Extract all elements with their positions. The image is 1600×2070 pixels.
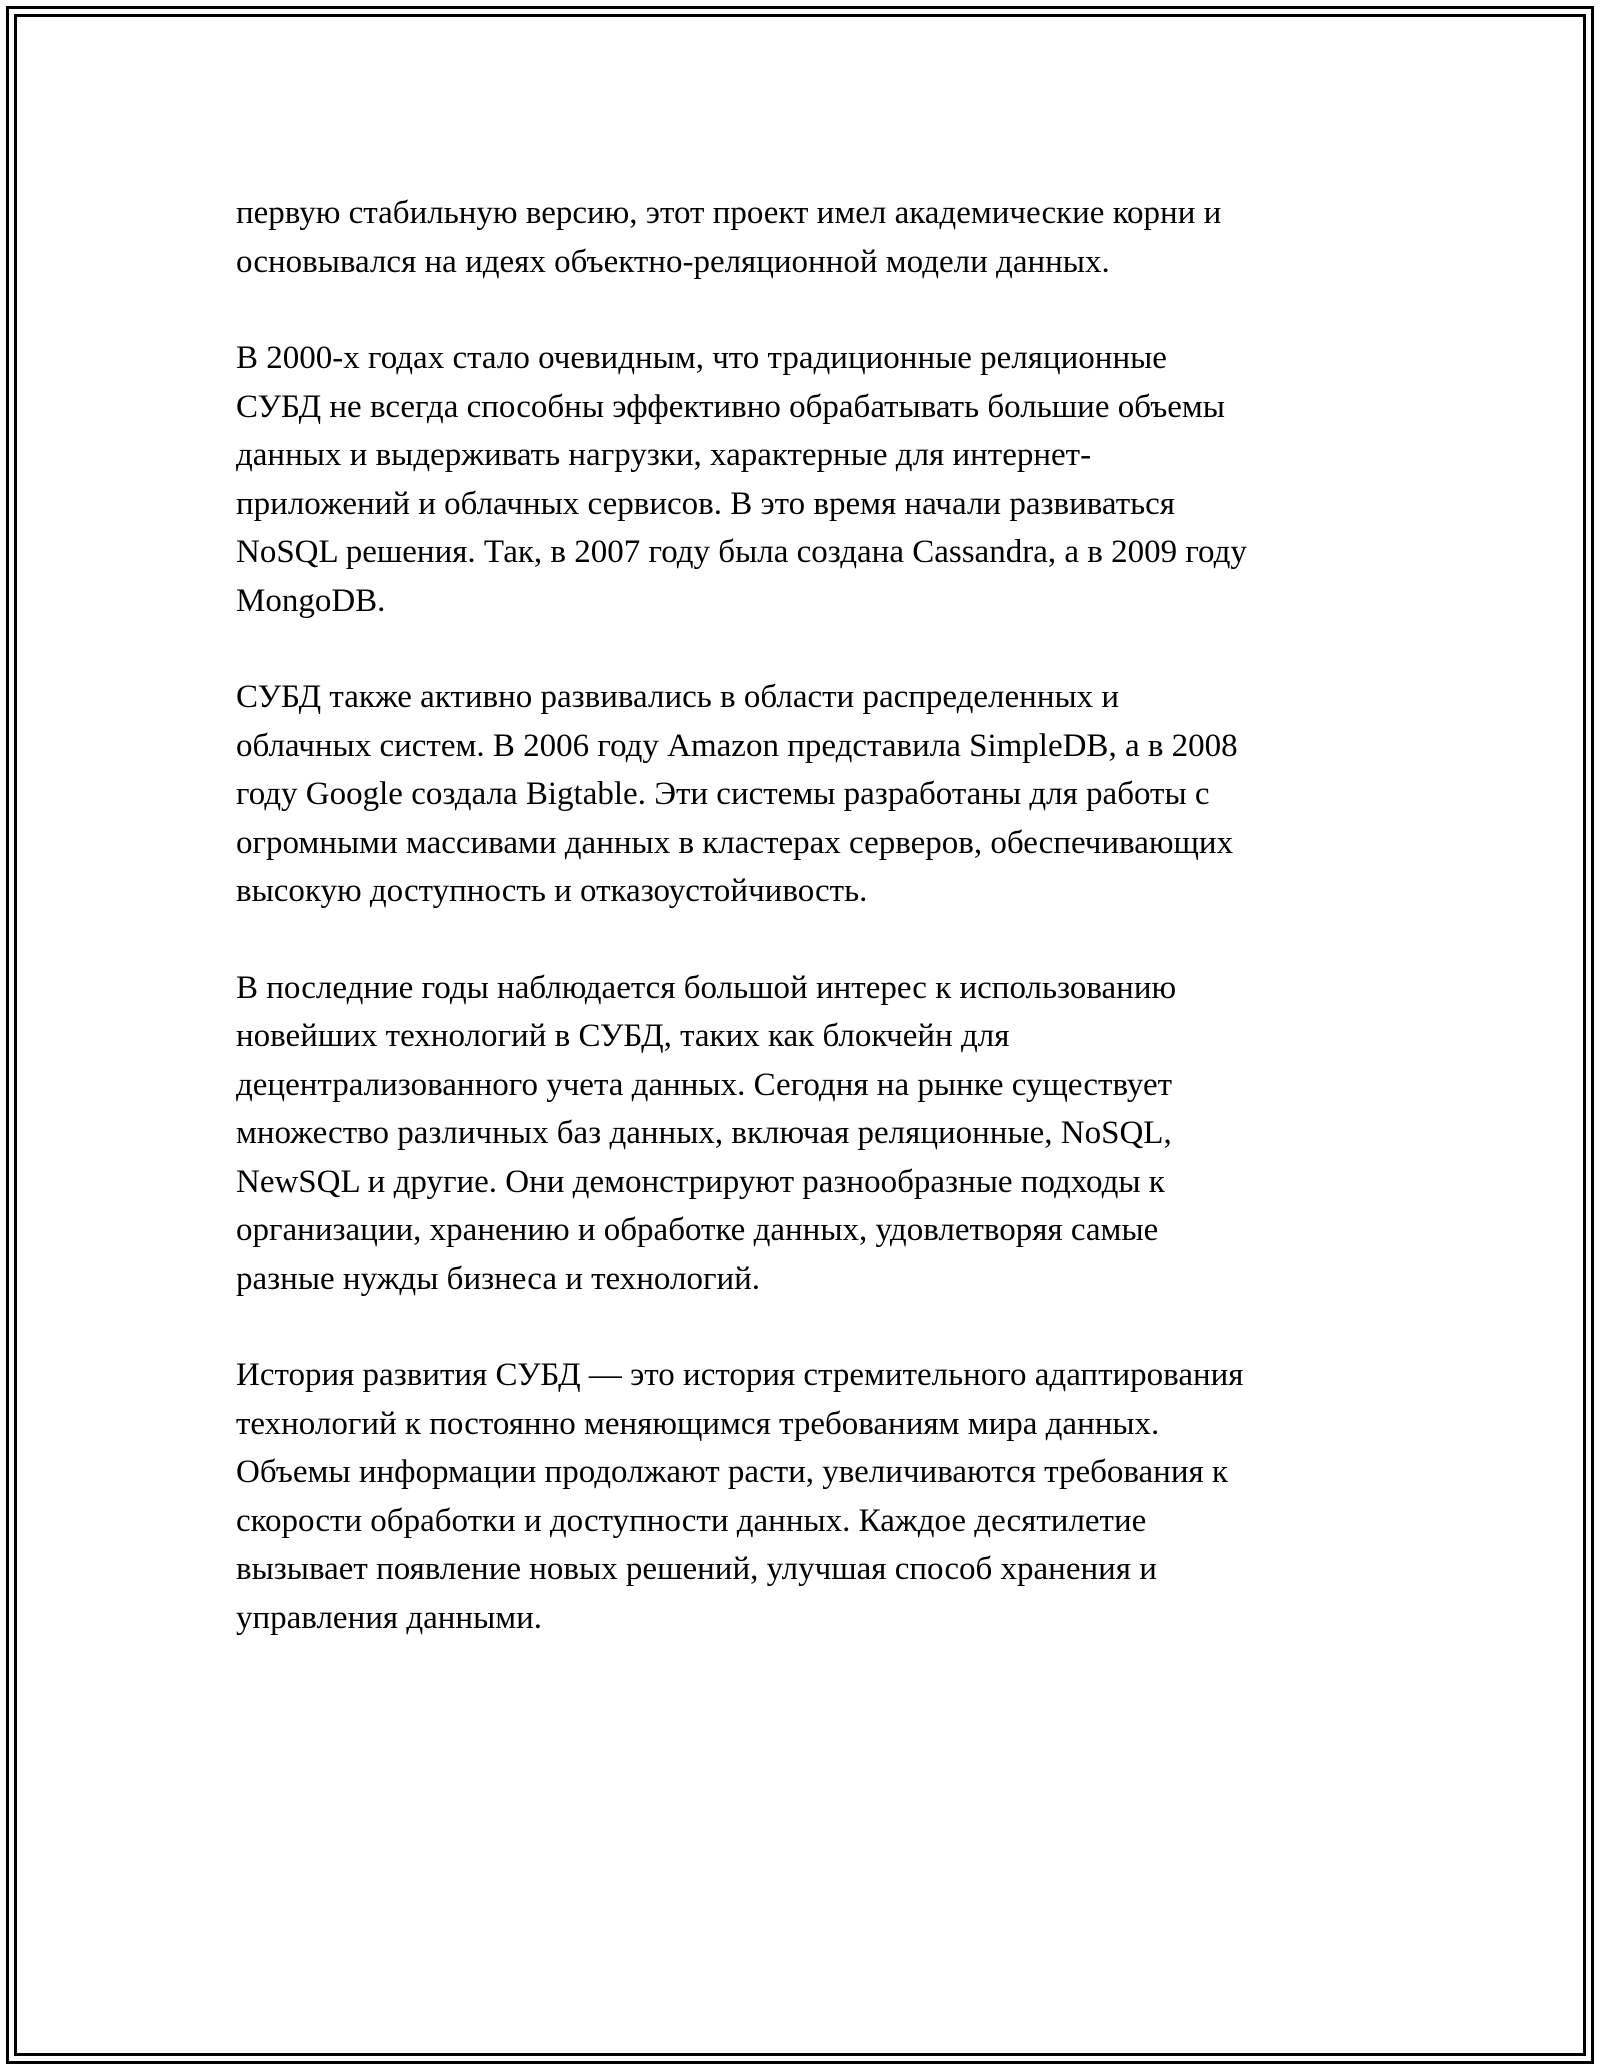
- text-line: децентрализованного учета данных. Сегодня на рынке существует: [236, 1066, 1173, 1103]
- text-line: В 2000-х годах стало очевидным, что традиционные реляционные: [236, 340, 1167, 376]
- paragraph-distributed-cloud: [236, 673, 1416, 916]
- text-line: данных и выдерживать нагрузки, характерные для интернет-: [236, 437, 1092, 473]
- paragraph-postgres-origins: [236, 189, 1416, 286]
- text-line: основывался на идеях объектно-реляционной модели данных.: [236, 243, 1110, 280]
- text-line: множество различных баз данных, включая реляционные, NoSQL,: [236, 1115, 1172, 1151]
- text-line: СУБД не всегда способны эффективно обрабатывать большие объемы: [236, 388, 1225, 425]
- text-line: году Google создала Bigtable. Эти системы разработаны для работы с: [236, 776, 1210, 812]
- text-line: MongoDB.: [236, 582, 386, 619]
- text-line: Объемы информации продолжают расти, увеличиваются требования к: [236, 1454, 1228, 1490]
- text-line: В последние годы наблюдается большой интерес к использованию: [236, 969, 1177, 1006]
- text-line: приложений и облачных сервисов. В это время начали развиваться: [236, 485, 1175, 522]
- text-line: технологий к постоянно меняющимся требованиям мира данных.: [236, 1405, 1160, 1442]
- text-line: организации, хранению и обработке данных, удовлетворяя самые: [236, 1212, 1159, 1248]
- text-line: NoSQL решения. Так, в 2007 году была создана Cassandra, а в 2009 году: [236, 534, 1247, 570]
- paragraph-recent-trends: [236, 964, 1416, 1304]
- text-line: огромными массивами данных в кластерах серверов, обеспечивающих: [236, 824, 1234, 861]
- text-line: вызывает появление новых решений, улучшая способ хранения и: [236, 1551, 1157, 1587]
- text-line: управления данными.: [236, 1599, 543, 1636]
- text-line: скорости обработки и доступности данных. Каждое десятилетие: [236, 1502, 1147, 1539]
- text-line: История развития СУБД — это история стремительного адаптирования: [236, 1357, 1244, 1393]
- text-line: NewSQL и другие. Они демонстрируют разнообразные подходы к: [236, 1163, 1165, 1200]
- text-line: облачных систем. В 2006 году Amazon представила SimpleDB, а в 2008: [236, 727, 1238, 764]
- document-body: [236, 189, 1416, 1690]
- paragraph-conclusion: [236, 1351, 1416, 1642]
- text-line: новейших технологий в СУБД, таких как блокчейн для: [236, 1018, 1010, 1054]
- text-line: СУБД также активно развивались в области распределенных и: [236, 679, 1120, 715]
- text-line: разные нужды бизнеса и технологий.: [236, 1260, 761, 1297]
- text-line: высокую доступность и отказоустойчивость.: [236, 873, 868, 909]
- paragraph-nosql-2000s: [236, 334, 1416, 625]
- text-line: первую стабильную версию, этот проект имел академические корни и: [236, 195, 1222, 231]
